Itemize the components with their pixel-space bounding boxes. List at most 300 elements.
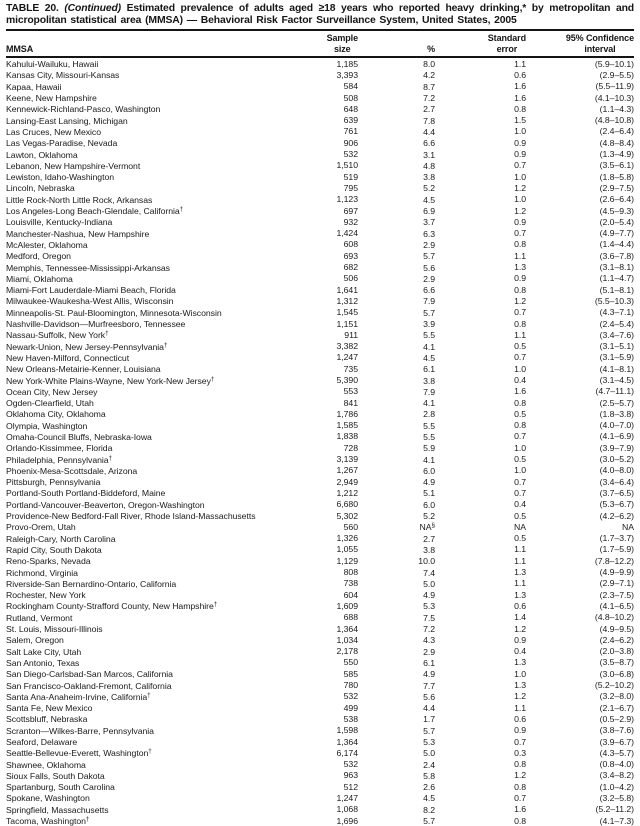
dagger-footnote-marker: †	[163, 341, 168, 349]
table-row	[6, 487, 634, 498]
table-row	[6, 781, 634, 792]
standard-error-cell: 1.0	[514, 171, 526, 182]
standard-error-cell: 0.4	[514, 375, 526, 385]
table-row	[6, 103, 634, 114]
confidence-interval-cell: (4.8–8.4)	[599, 137, 634, 148]
standard-error-cell: 1.1	[514, 578, 526, 589]
standard-error-cell: 1.2	[514, 295, 526, 306]
dagger-footnote-marker: †	[147, 691, 151, 699]
mmsa-name-cell: New Haven-Milford, Connecticut	[6, 352, 130, 363]
standard-error-cell: 0.9	[514, 273, 526, 284]
confidence-interval-cell: (2.0–3.8)	[599, 646, 634, 657]
standard-error-cell: 0.3	[514, 747, 526, 758]
table-row	[6, 555, 634, 566]
mmsa-name-cell: Shawnee, Oklahoma	[6, 759, 86, 770]
standard-error-cell: 1.0	[514, 363, 526, 374]
sample-size-cell: 5,302	[336, 510, 358, 521]
standard-error-cell: 0.8	[514, 759, 526, 770]
table-row	[6, 792, 634, 803]
sample-size-cell: 506	[343, 273, 358, 284]
percent-cell: 1.7	[423, 714, 435, 725]
standard-error-cell: 0.8	[514, 318, 526, 329]
confidence-interval-cell: (5.1–8.1)	[599, 284, 634, 295]
confidence-interval-cell: (2.9–7.5)	[599, 182, 634, 193]
mmsa-name-cell: Omaha-Council Bluffs, Nebraska-Iowa	[6, 431, 152, 442]
sample-size-cell: 697	[343, 205, 358, 216]
mmsa-name-cell: Rapid City, South Dakota	[6, 544, 102, 555]
sample-size-cell: 532	[343, 149, 358, 160]
mmsa-name-cell: Portland-Vancouver-Beaverton, Oregon-Washington	[6, 499, 205, 510]
standard-error-cell: 0.9	[514, 137, 526, 148]
confidence-interval-cell: (1.3–4.9)	[599, 149, 634, 160]
percent-cell: 5.3	[423, 737, 435, 747]
table-row	[6, 307, 634, 318]
sample-size-cell: 3,139	[336, 454, 358, 465]
dagger-footnote-marker: †	[213, 601, 218, 609]
se-header-line2: error	[496, 43, 518, 54]
standard-error-cell: 0.5	[514, 510, 526, 521]
dagger-footnote-marker: †	[105, 330, 109, 338]
percent-cell: 6.1	[423, 657, 435, 668]
confidence-interval-cell: (4.9–7.7)	[599, 228, 634, 239]
percent-cell: 3.7	[423, 217, 435, 228]
percent-cell: 4.1	[423, 341, 435, 352]
standard-error-cell: 0.7	[514, 431, 526, 442]
table-row	[6, 691, 634, 702]
standard-error-cell: 0.8	[514, 397, 526, 408]
percent-cell: 4.9	[423, 590, 435, 601]
sample-size-cell: 688	[343, 612, 358, 623]
standard-error-cell: 0.7	[514, 736, 526, 747]
sample-size-cell: 608	[343, 239, 358, 250]
standard-error-cell: 0.7	[514, 228, 526, 239]
mmsa-name-cell: Newark-Union, New Jersey-Pennsylvania†	[6, 341, 168, 352]
standard-error-cell: 1.6	[514, 81, 526, 92]
sample-size-cell: 2,949	[336, 476, 358, 487]
mmsa-name-cell: Portland-South Portland-Biddeford, Maine	[6, 488, 166, 499]
sample-size-cell: 639	[343, 115, 358, 126]
sample-size-cell: 728	[343, 442, 358, 453]
table-row	[6, 510, 634, 521]
confidence-interval-cell: (4.7–11.1)	[595, 386, 634, 397]
table-row	[6, 216, 634, 227]
sample-size-cell: 693	[343, 250, 358, 261]
mmsa-name-cell: Las Cruces, New Mexico	[6, 126, 101, 137]
mmsa-name-cell: Kahului-Wailuku, Hawaii	[6, 59, 99, 70]
confidence-interval-cell: (3.8–7.6)	[599, 725, 634, 736]
mmsa-name-cell: Rutland, Vermont	[6, 612, 73, 623]
sample-size-cell: 1,129	[336, 555, 358, 566]
mmsa-name-cell: Kennewick-Richland-Pasco, Washington	[6, 104, 161, 115]
mmsa-name-cell: Salt Lake City, Utah	[6, 646, 82, 657]
percent-cell: 4.9	[423, 669, 435, 680]
table-row	[6, 420, 634, 431]
sample-size-cell: 1,034	[336, 634, 358, 645]
percent-cell: 5.5	[423, 431, 435, 442]
percent-cell: 4.8	[423, 160, 435, 171]
table-row	[6, 205, 634, 216]
sample-size-cell: 808	[343, 567, 358, 578]
mmsa-name-cell: Lebanon, New Hampshire-Vermont	[6, 160, 141, 171]
mmsa-name-cell: Kansas City, Missouri-Kansas	[6, 70, 120, 81]
percent-cell: NA§	[419, 522, 435, 533]
table-row	[6, 273, 634, 284]
table-row	[6, 160, 634, 171]
table-title	[6, 3, 634, 26]
confidence-interval-cell: (4.1–7.3)	[599, 815, 634, 826]
confidence-interval-cell: (3.4–6.4)	[599, 476, 634, 487]
confidence-interval-cell: (1.8–5.8)	[599, 171, 634, 182]
percent-cell: 8.7	[423, 81, 435, 92]
table-row	[6, 680, 634, 691]
percent-cell: 4.9	[423, 477, 435, 488]
mmsa-name-cell: Oklahoma City, Oklahoma	[6, 409, 106, 420]
table-row	[6, 363, 634, 374]
percent-cell: 5.7	[423, 307, 435, 318]
mmsa-name-cell: Minneapolis-St. Paul-Bloomington, Minnesota-Wisconsin	[6, 307, 222, 318]
mmsa-name-cell: Sioux Falls, South Dakota	[6, 770, 105, 781]
confidence-interval-cell: (3.7–6.5)	[599, 487, 634, 498]
table-row	[6, 736, 634, 747]
confidence-interval-cell: (2.6–6.4)	[599, 194, 634, 205]
table-row	[6, 747, 634, 758]
sample-size-cell: 538	[343, 713, 358, 724]
sample-size-cell: 1,598	[336, 725, 358, 736]
table-row	[6, 239, 634, 250]
table-row	[6, 567, 634, 578]
table-row	[6, 250, 634, 261]
standard-error-cell: 1.2	[514, 691, 526, 702]
confidence-interval-cell: (4.1–6.9)	[599, 431, 634, 442]
standard-error-cell: 1.1	[514, 702, 526, 713]
table-row	[6, 668, 634, 679]
percent-cell: 4.3	[423, 635, 435, 646]
mmsa-name-cell: Keene, New Hampshire	[6, 93, 97, 104]
sample-size-cell: 1,364	[336, 736, 358, 747]
percent-cell: 5.7	[423, 251, 435, 262]
standard-error-cell: 1.6	[514, 92, 526, 103]
table-row	[6, 770, 634, 781]
sample-size-cell: 560	[343, 521, 358, 532]
standard-error-cell: 1.1	[514, 250, 526, 261]
percent-cell: 6.6	[423, 138, 435, 149]
percent-cell: 6.9	[423, 206, 435, 217]
dagger-footnote-marker: †	[179, 206, 184, 214]
dagger-footnote-marker: †	[148, 748, 152, 756]
sample-size-cell: 911	[344, 329, 358, 340]
confidence-interval-cell: (1.0–4.2)	[599, 781, 634, 792]
section-footnote-marker: §	[431, 522, 435, 530]
table-row	[6, 194, 634, 205]
percent-cell: 10.0	[418, 556, 435, 567]
standard-error-cell: 0.7	[514, 307, 526, 318]
mmsa-name-cell: Riverside-San Bernardino-Ontario, California	[6, 578, 177, 589]
percent-cell: 5.1	[423, 488, 435, 499]
sample-size-cell: 1,068	[336, 804, 358, 815]
table-row	[6, 612, 634, 623]
table-row	[6, 544, 634, 555]
percent-cell: 3.9	[423, 319, 435, 330]
standard-error-cell: 0.8	[514, 284, 526, 295]
confidence-interval-cell: (4.8–10.2)	[594, 612, 634, 623]
sample-size-cell: 1,641	[336, 284, 358, 295]
mmsa-name-cell: Rochester, New York	[6, 590, 86, 601]
table-row	[6, 329, 634, 340]
percent-cell: 5.0	[423, 578, 435, 589]
confidence-interval-cell: (3.0–5.2)	[599, 454, 634, 465]
mmsa-name-cell: Salem, Oregon	[6, 635, 64, 646]
confidence-interval-cell: (5.2–10.2)	[594, 680, 634, 691]
sample-size-cell: 508	[343, 92, 358, 103]
confidence-interval-cell: (5.2–11.2)	[595, 804, 634, 815]
confidence-interval-cell: (4.9–9.5)	[599, 623, 634, 634]
mmsa-name-cell: New Orleans-Metairie-Kenner, Louisiana	[6, 364, 161, 375]
confidence-interval-cell: (5.3–6.7)	[599, 499, 634, 510]
percent-cell: 6.3	[423, 228, 435, 239]
standard-error-cell: 0.6	[514, 713, 526, 724]
dagger-footnote-marker: †	[85, 816, 90, 824]
mmsa-name-cell: Philadelphia, Pennsylvania†	[6, 454, 113, 465]
mmsa-name-cell: Santa Fe, New Mexico	[6, 703, 93, 714]
percent-cell: 3.8	[423, 375, 435, 386]
sample-size-cell: 1,585	[336, 420, 358, 431]
percent-cell: 2.9	[423, 273, 435, 284]
mmsa-name-cell: Seattle-Bellevue-Everett, Washington†	[6, 748, 152, 759]
sample-size-cell: 735	[343, 363, 358, 374]
percent-cell: 7.8	[423, 115, 435, 126]
table-body	[6, 57, 634, 826]
percent-cell: 5.6	[423, 262, 435, 273]
confidence-interval-cell: (2.4–6.4)	[599, 126, 634, 137]
table-row	[6, 386, 634, 397]
confidence-interval-cell: (4.3–7.1)	[599, 307, 634, 318]
sample-size-cell: 6,174	[336, 747, 358, 758]
confidence-interval-cell: (3.5–8.7)	[599, 657, 634, 668]
mmsa-name-cell: Providence-New Bedford-Fall River, Rhode Island-Massachusetts	[6, 511, 256, 522]
standard-error-cell: 1.0	[514, 126, 526, 137]
table-row	[6, 725, 634, 736]
percent-cell: 4.5	[423, 194, 435, 205]
sample-size-cell: 604	[343, 589, 358, 600]
mmsa-name-cell: Raleigh-Cary, North Carolina	[6, 533, 116, 544]
sample-size-cell: 1,510	[336, 160, 358, 171]
standard-error-cell: 1.5	[514, 115, 526, 126]
confidence-interval-cell: NA	[622, 521, 634, 532]
confidence-interval-cell: (3.6–7.8)	[599, 250, 634, 261]
confidence-interval-cell: (1.7–3.7)	[599, 533, 634, 544]
confidence-interval-cell: (4.9–9.9)	[599, 567, 634, 578]
table-row	[6, 81, 634, 92]
sample-size-cell: 1,185	[336, 58, 358, 69]
standard-error-cell: 0.7	[514, 160, 526, 171]
standard-error-cell: 0.8	[514, 815, 526, 826]
sample-size-cell: 1,123	[336, 194, 358, 205]
confidence-interval-cell: (3.1–5.1)	[599, 341, 634, 352]
percent-cell: 4.5	[423, 793, 435, 804]
mmsa-name-cell: St. Louis, Missouri-Illinois	[6, 624, 103, 635]
table-row	[6, 521, 634, 532]
standard-error-cell: 0.8	[514, 781, 526, 792]
percent-cell: 8.2	[423, 804, 435, 815]
table-row	[6, 713, 634, 724]
table-row	[6, 623, 634, 634]
sample-size-cell: 550	[343, 657, 358, 668]
confidence-interval-cell: (3.4–8.2)	[599, 770, 634, 781]
dagger-footnote-marker: †	[108, 454, 113, 462]
table-header	[6, 30, 634, 57]
sample-size-cell: 841	[343, 397, 358, 408]
table-row	[6, 702, 634, 713]
percent-cell: 4.4	[423, 126, 435, 137]
mmsa-name-cell: Reno-Sparks, Nevada	[6, 556, 91, 567]
sample-size-cell: 780	[343, 680, 358, 691]
percent-cell: 7.2	[423, 93, 435, 104]
percent-cell: 2.6	[423, 782, 435, 793]
mmsa-name-cell: Milwaukee-Waukesha-West Allis, Wisconsin	[6, 296, 174, 307]
sample-size-cell: 1,696	[336, 815, 358, 826]
sample-size-cell: 2,178	[336, 646, 358, 657]
standard-error-cell: 0.8	[514, 103, 526, 114]
table-title-continued: (Continued)	[64, 3, 121, 14]
mmsa-name-cell: Santa Ana-Anaheim-Irvine, California†	[6, 691, 151, 702]
se-header-line1: Standard	[487, 33, 526, 44]
standard-error-cell: 0.5	[514, 341, 526, 352]
table-row	[6, 352, 634, 363]
percent-cell: 6.0	[423, 465, 435, 476]
percent-cell: 5.5	[423, 420, 435, 431]
mmsa-name-cell: Lincoln, Nebraska	[6, 183, 75, 194]
percent-cell: 5.7	[423, 816, 435, 826]
mmsa-name-cell: Spokane, Washington	[6, 793, 90, 804]
mmsa-name-cell: Las Vegas-Paradise, Nevada	[6, 138, 118, 149]
percent-cell: 5.9	[423, 443, 435, 454]
confidence-interval-cell: (1.8–3.8)	[599, 408, 634, 419]
standard-error-cell: 1.0	[514, 442, 526, 453]
percent-cell: 7.9	[423, 386, 435, 397]
confidence-interval-cell: (4.1–8.1)	[599, 363, 634, 374]
mmsa-name-cell: Little Rock-North Little Rock, Arkansas	[6, 194, 153, 205]
confidence-interval-cell: (5.5–10.3)	[594, 295, 634, 306]
sample-size-cell: 1,247	[336, 352, 358, 363]
mmsa-name-cell: Scottsbluff, Nebraska	[6, 714, 88, 725]
mmsa-name-cell: Spartanburg, South Carolina	[6, 782, 115, 793]
sample-size-cell: 932	[343, 216, 358, 227]
confidence-interval-cell: (1.7–5.9)	[599, 544, 634, 555]
confidence-interval-cell: (4.3–5.7)	[599, 747, 634, 758]
sample-size-cell: 3,393	[336, 69, 358, 80]
table-row	[6, 397, 634, 408]
standard-error-cell: 0.4	[514, 499, 526, 510]
standard-error-cell: 1.2	[514, 205, 526, 216]
confidence-interval-cell: (3.9–6.7)	[599, 736, 634, 747]
sample-size-cell: 963	[343, 770, 358, 781]
standard-error-cell: 1.1	[514, 544, 526, 555]
table-row	[6, 284, 634, 295]
standard-error-cell: 1.0	[514, 668, 526, 679]
standard-error-cell: 1.0	[514, 465, 526, 476]
confidence-interval-cell: (7.8–12.2)	[594, 555, 634, 566]
table-row	[6, 171, 634, 182]
sample-size-cell: 738	[343, 578, 358, 589]
mmsa-name-cell: Springfield, Massachusetts	[6, 804, 109, 815]
table-row	[6, 262, 634, 273]
standard-error-cell: 0.9	[514, 634, 526, 645]
standard-error-cell: 0.6	[514, 600, 526, 611]
standard-error-cell: 1.6	[514, 386, 526, 397]
confidence-interval-cell: (2.5–5.7)	[599, 397, 634, 408]
table-row	[6, 589, 634, 600]
standard-error-cell: 0.7	[514, 476, 526, 487]
confidence-interval-cell: (5.5–11.9)	[595, 81, 634, 92]
mmsa-name-cell: San Diego-Carlsbad-San Marcos, California	[6, 669, 173, 680]
confidence-interval-cell: (0.5–2.9)	[599, 713, 634, 724]
percent-cell: 3.1	[423, 149, 435, 160]
mmsa-name-cell: Manchester-Nashua, New Hampshire	[6, 228, 150, 239]
prevalence-table	[6, 29, 634, 826]
table-row	[6, 578, 634, 589]
standard-error-cell: 0.7	[514, 352, 526, 363]
sample-size-cell: 585	[343, 668, 358, 679]
mmsa-name-cell: Lewiston, Idaho-Washington	[6, 172, 115, 183]
mmsa-name-cell: Kapaa, Hawaii	[6, 81, 62, 92]
mmsa-name-cell: Ocean City, New Jersey	[6, 386, 98, 397]
table-row	[6, 442, 634, 453]
standard-error-cell: 1.2	[514, 623, 526, 634]
percent-cell: 4.4	[423, 703, 435, 714]
sample-size-cell: 761	[343, 126, 358, 137]
table-row	[6, 465, 634, 476]
confidence-interval-cell: (1.1–4.7)	[599, 273, 634, 284]
column-header-confidence-interval	[526, 30, 634, 57]
standard-error-cell: 1.6	[514, 804, 526, 815]
percent-cell: 7.7	[423, 680, 435, 691]
percent-cell: 4.5	[423, 352, 435, 363]
table-row	[6, 646, 634, 657]
mmsa-name-cell: Lawton, Oklahoma	[6, 149, 78, 160]
percent-cell: 6.6	[423, 285, 435, 296]
percent-cell: 6.1	[423, 364, 435, 375]
column-header-percent: %	[358, 30, 438, 57]
table-row	[6, 634, 634, 645]
confidence-interval-cell: (4.1–10.3)	[594, 92, 634, 103]
sample-size-cell: 682	[343, 262, 358, 273]
confidence-interval-cell: (3.9–7.9)	[599, 442, 634, 453]
mmsa-name-cell: Seaford, Delaware	[6, 737, 78, 747]
table-row	[6, 815, 634, 826]
percent-cell: 6.0	[423, 499, 435, 510]
mmsa-name-cell: Provo-Orem, Utah	[6, 522, 76, 533]
table-row	[6, 318, 634, 329]
sample-size-cell: 1,267	[336, 465, 358, 476]
table-row	[6, 182, 634, 193]
confidence-interval-cell: (4.2–6.2)	[599, 510, 634, 521]
percent-cell: 5.0	[423, 748, 435, 759]
percent-cell: 2.7	[423, 104, 435, 115]
standard-error-cell: 1.2	[514, 182, 526, 193]
table-title-text: Estimated prevalence of adults aged ≥18 years who reported heavy drinking,* by metropolitan and micropolitan statistical area (MMSA) — Behavioral Risk Factor Surveillance System, United States, 2005	[6, 3, 634, 26]
percent-cell: 2.8	[423, 409, 435, 420]
table-row	[6, 759, 634, 770]
table-row	[6, 92, 634, 103]
confidence-interval-cell: (3.5–6.1)	[599, 160, 634, 171]
standard-error-cell: 1.2	[514, 770, 526, 781]
sample-size-cell: 1,247	[336, 792, 358, 803]
mmsa-name-cell: Richmond, Virginia	[6, 567, 78, 578]
sample-size-cell: 519	[343, 171, 358, 182]
standard-error-cell: 0.9	[514, 149, 526, 160]
sample-size-cell: 6,680	[336, 499, 358, 510]
table-row	[6, 431, 634, 442]
